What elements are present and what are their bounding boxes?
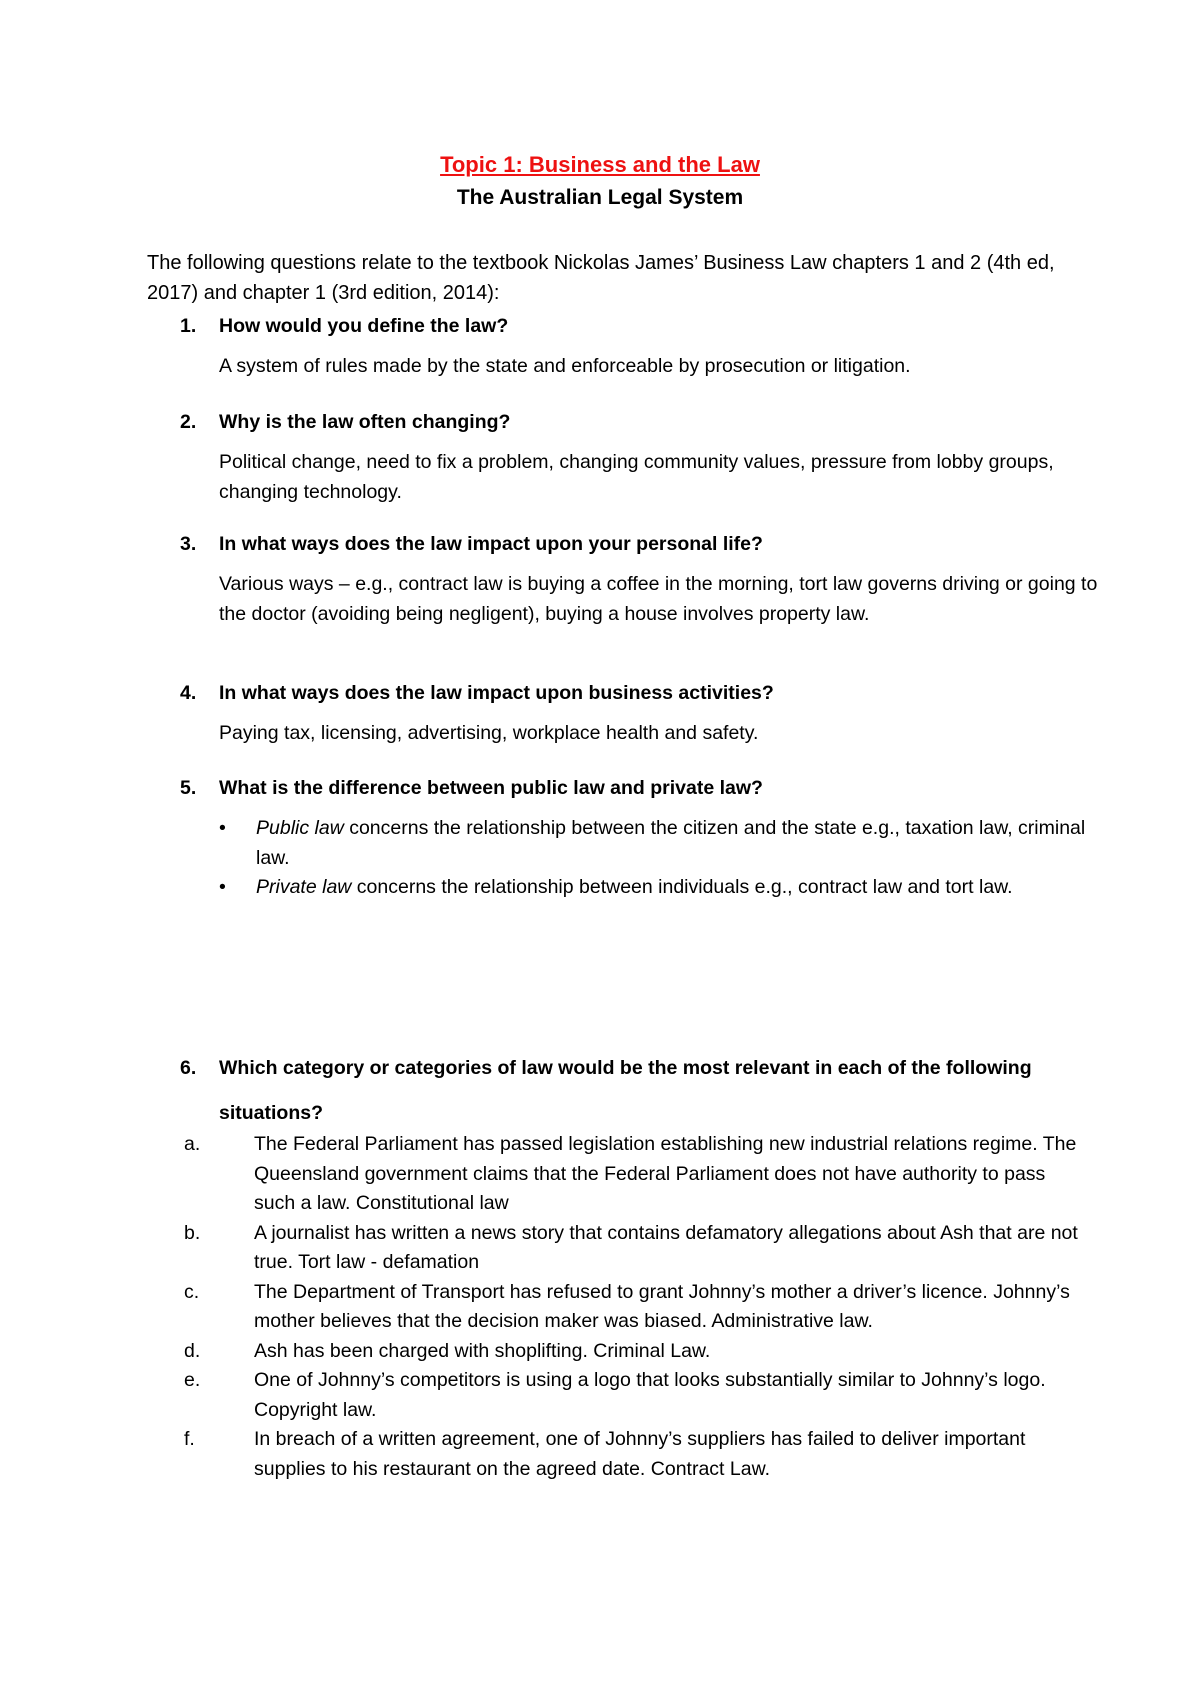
definition-private-law: concerns the relationship between individuals e.g., contract law and tort law. — [351, 876, 1013, 898]
question-number: 4. — [180, 682, 197, 704]
situation-item-f — [184, 1425, 1084, 1484]
term-private-law: Private law — [256, 876, 352, 898]
situation-text: Ash has been charged with shoplifting. Criminal Law. — [254, 1339, 711, 1362]
situation-letter: e. — [184, 1369, 201, 1391]
page-title-text: Topic 1: Business and the Law — [440, 152, 760, 177]
term-public-law: Public law — [256, 817, 344, 839]
question-text: Why is the law often changing? — [219, 411, 511, 433]
question-5 — [180, 774, 1100, 802]
page-subtitle: The Australian Legal System — [456, 186, 744, 209]
situation-text: One of Johnny’s competitors is using a logo that looks substantially similar to Johnny’s logo. Copyright law. — [254, 1369, 1046, 1421]
question-number: 2. — [180, 411, 197, 433]
question-number: 6. — [180, 1057, 197, 1079]
question-1 — [180, 312, 1100, 340]
situation-text: A journalist has written a news story that contains defamatory allegations about Ash that are not true. Tort law - defamation — [254, 1221, 1078, 1273]
situation-item-e — [184, 1366, 1084, 1425]
answer-1: A system of rules made by the state and enforceable by prosecution or litigation. — [219, 355, 911, 377]
situation-letter: d. — [184, 1339, 201, 1362]
answer-2: Political change, need to fix a problem, changing community values, pressure from lobby groups, changing technology. — [219, 451, 1054, 503]
page-title — [0, 152, 1200, 178]
situation-item-c — [184, 1278, 1084, 1337]
situation-item-b — [184, 1219, 1084, 1278]
question-3 — [180, 530, 1100, 558]
situations-list — [184, 1130, 1084, 1484]
situation-text: In breach of a written agreement, one of Johnny’s suppliers has failed to deliver important supplies to his restaurant on the agreed date. Contract Law. — [254, 1428, 1026, 1480]
answer-3: Various ways – e.g., contract law is buying a coffee in the morning, tort law governs driving or going to the doctor (avoiding being negligent), buying a house involves property law. — [219, 573, 1098, 625]
situation-text: The Department of Transport has refused to grant Johnny’s mother a driver’s licence. Johnny’s mother believes that the decision maker was biased. Administrative law. — [254, 1280, 1070, 1332]
question-number: 3. — [180, 533, 197, 555]
question-text: How would you define the law? — [219, 315, 509, 337]
question-text: Which category or categories of law would be the most relevant in each of the following situations? — [219, 1057, 1032, 1124]
situation-item-d — [184, 1337, 1084, 1367]
question-text: What is the difference between public law and private law? — [219, 777, 763, 799]
bullet-icon: • — [219, 876, 226, 898]
question-4 — [180, 679, 1100, 707]
question-number: 1. — [180, 315, 197, 337]
situation-letter: c. — [184, 1280, 200, 1303]
situation-letter: f. — [184, 1428, 195, 1450]
question-text: In what ways does the law impact upon business activities? — [219, 682, 774, 704]
answer-5-list — [219, 814, 1099, 903]
situation-item-a — [184, 1130, 1084, 1219]
situation-letter: a. — [184, 1133, 201, 1155]
question-number: 5. — [180, 777, 197, 799]
bullet-icon: • — [219, 817, 226, 839]
list-item-public-law — [219, 814, 1099, 873]
intro-paragraph: The following questions relate to the textbook Nickolas James’ Business Law chapters 1 and 2 (4th ed, 2017) and chapter 1 (3rd edition, 2014): — [147, 252, 1055, 304]
definition-public-law: concerns the relationship between the citizen and the state e.g., taxation law, criminal law. — [256, 817, 1086, 869]
situation-letter: b. — [184, 1221, 201, 1244]
question-text: In what ways does the law impact upon your personal life? — [219, 533, 763, 555]
situation-text: The Federal Parliament has passed legislation establishing new industrial relations regime. The Queensland government claims that the Federal Parliament does not have authority to pass such a law. Constitutional law — [254, 1133, 1077, 1214]
list-item-private-law — [219, 873, 1099, 903]
question-6 — [180, 1046, 1100, 1136]
question-2 — [180, 408, 1100, 436]
answer-4: Paying tax, licensing, advertising, workplace health and safety. — [219, 722, 759, 744]
